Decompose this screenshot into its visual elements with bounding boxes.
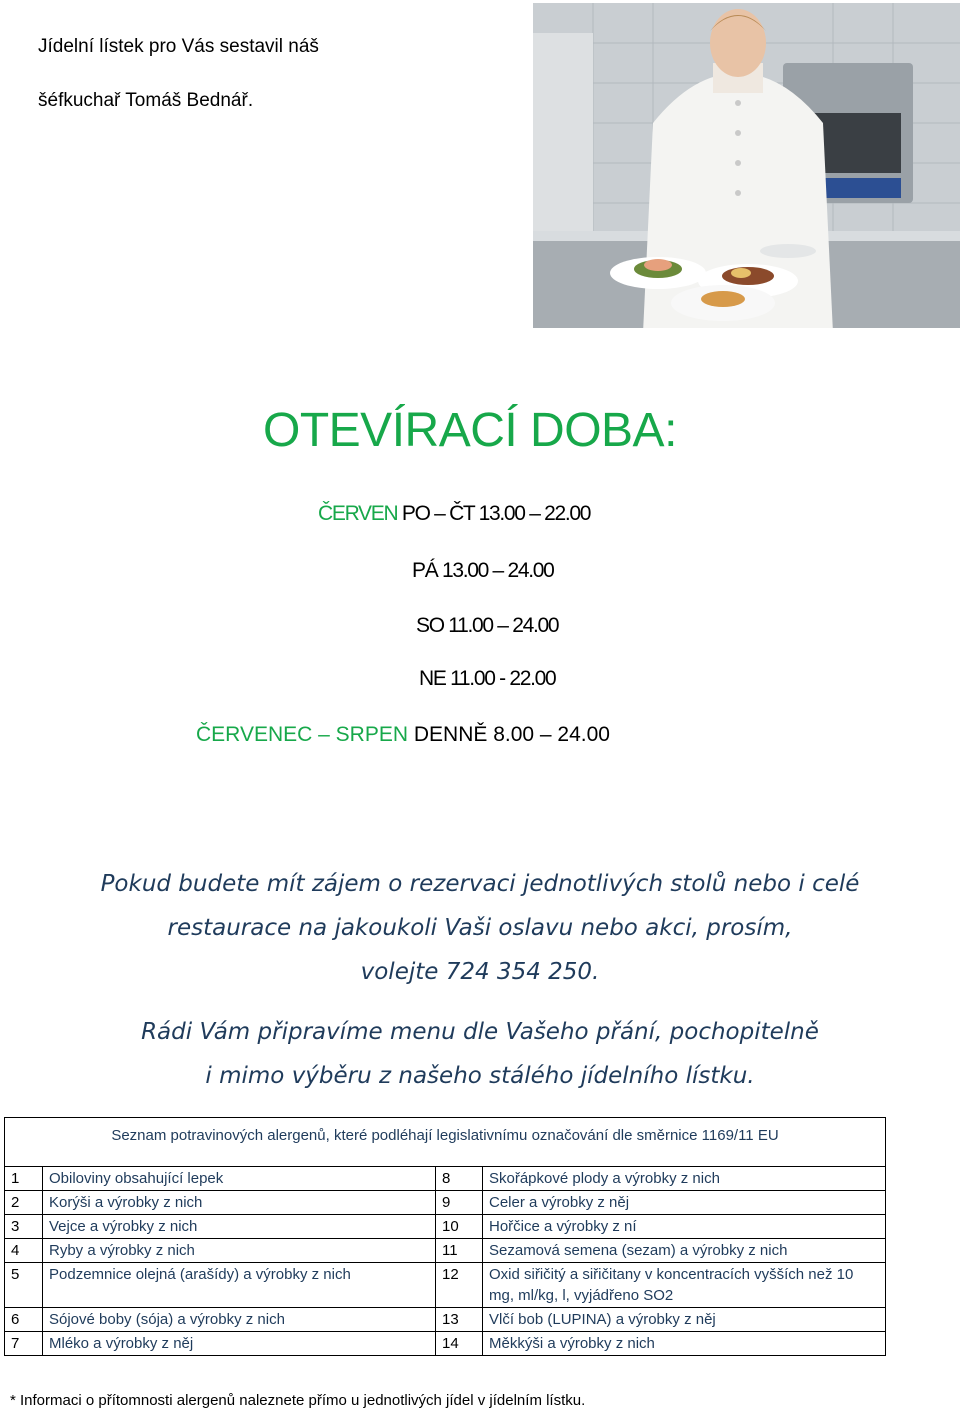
opening-hours-row: SO 11.00 – 24.00 — [416, 614, 559, 637]
month-label: ČERVEN — [318, 502, 398, 525]
allergen-name: Podzemnice olejná (arašídy) a výrobky z nich — [43, 1263, 436, 1308]
intro-line-1: Jídelní lístek pro Vás sestavil náš — [38, 36, 319, 57]
allergen-number: 14 — [436, 1332, 483, 1356]
allergen-name: Hořčice a výrobky z ní — [483, 1215, 886, 1239]
table-row — [5, 1308, 885, 1332]
allergen-number: 10 — [436, 1215, 483, 1239]
table-row — [5, 1332, 885, 1356]
allergen-number: 9 — [436, 1191, 483, 1215]
notice-line: i mimo výběru z našeho stálého jídelního lístku. — [205, 1063, 755, 1089]
table-row — [5, 1263, 885, 1308]
opening-hours-title: OTEVÍRACÍ DOBA: — [263, 404, 677, 457]
footnote: * Informaci o přítomnosti alergenů naleznete přímo u jednotlivých jídel v jídelním lístku. — [10, 1392, 586, 1409]
opening-hours-row — [318, 500, 590, 528]
custom-menu-notice — [0, 1010, 960, 1098]
table-row — [5, 1167, 885, 1191]
allergen-name: Ryby a výrobky z nich — [43, 1239, 436, 1263]
opening-hours-row: NE 11.00 - 22.00 — [419, 667, 556, 690]
allergen-name: Mléko a výrobky z něj — [43, 1332, 436, 1356]
allergen-name: Měkkýši a výrobky z nich — [483, 1332, 886, 1356]
allergen-number: 11 — [436, 1239, 483, 1263]
allergen-number: 1 — [5, 1167, 43, 1191]
allergen-name: Celer a výrobky z něj — [483, 1191, 886, 1215]
opening-hours-row: PÁ 13.00 – 24.00 — [412, 559, 554, 582]
allergen-name: Vlčí bob (LUPINA) a výrobky z něj — [483, 1308, 886, 1332]
allergen-name: Korýši a výrobky z nich — [43, 1191, 436, 1215]
allergen-number: 7 — [5, 1332, 43, 1356]
month-label: ČERVENEC – SRPEN — [196, 723, 409, 746]
table-row — [5, 1215, 885, 1239]
allergen-number: 12 — [436, 1263, 483, 1308]
allergen-number: 3 — [5, 1215, 43, 1239]
allergen-number: 4 — [5, 1239, 43, 1263]
chef-photo-illustration — [533, 3, 960, 328]
opening-hours-row — [196, 721, 610, 749]
allergen-name: Oxid siřičitý a siřičitany v koncentracích vyšších než 10 mg, ml/kg, l, vyjádřeno SO2 — [483, 1263, 886, 1308]
notice-line: Rádi Vám připravíme menu dle Vašeho přání, pochopitelně — [141, 1019, 819, 1045]
table-row — [5, 1191, 885, 1215]
allergen-number: 2 — [5, 1191, 43, 1215]
table-row — [5, 1239, 885, 1263]
reservation-notice — [0, 862, 960, 994]
chef-photo — [533, 3, 960, 328]
intro-line-2: šéfkuchař Tomáš Bednář. — [38, 90, 254, 111]
allergen-number: 8 — [436, 1167, 483, 1191]
allergen-name: Obiloviny obsahující lepek — [43, 1167, 436, 1191]
allergen-name: Skořápkové plody a výrobky z nich — [483, 1167, 886, 1191]
allergen-name: Sójové boby (sója) a výrobky z nich — [43, 1308, 436, 1332]
hours-text: PO – ČT 13.00 – 22.00 — [397, 502, 591, 525]
allergen-name: Vejce a výrobky z nich — [43, 1215, 436, 1239]
allergen-name: Sezamová semena (sezam) a výrobky z nich — [483, 1239, 886, 1263]
allergen-table-title: Seznam potravinových alergenů, které podléhají legislativnímu označování dle směrnice 1169/11 EU — [5, 1118, 885, 1167]
allergen-number: 5 — [5, 1263, 43, 1308]
hours-text: DENNĚ 8.00 – 24.00 — [408, 723, 610, 746]
notice-line: volejte 724 354 250. — [360, 959, 600, 985]
allergen-table — [4, 1117, 886, 1356]
allergen-number: 13 — [436, 1308, 483, 1332]
allergen-number: 6 — [5, 1308, 43, 1332]
notice-line: Pokud budete mít zájem o rezervaci jednotlivých stolů nebo i celé — [100, 871, 860, 897]
notice-line: restaurace na jakoukoli Vaši oslavu nebo akci, prosím, — [167, 915, 793, 941]
